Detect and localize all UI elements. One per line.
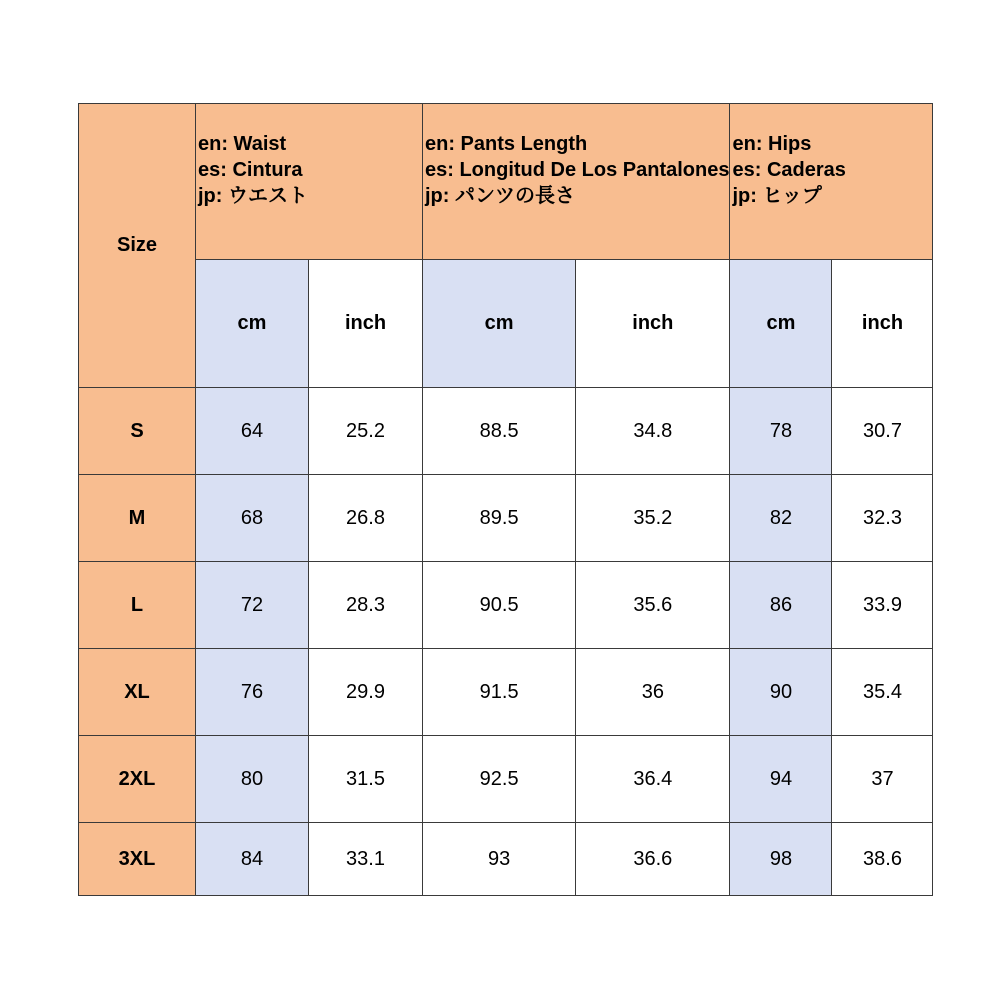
waist-cm-cell: 72 (196, 562, 309, 649)
size-column-header: Size (79, 104, 196, 388)
size-cell: XL (79, 649, 196, 736)
waist-cm-cell: 64 (196, 388, 309, 475)
size-cell: L (79, 562, 196, 649)
waist-inch-cell: 33.1 (309, 823, 423, 896)
table-row (79, 649, 933, 736)
size-cell: 3XL (79, 823, 196, 896)
waist-group-header (196, 104, 423, 260)
pants-length-cm-cell: 93 (423, 823, 576, 896)
pants-length-cm-unit-header: cm (423, 260, 576, 388)
table-row (79, 562, 933, 649)
pants-length-inch-cell: 34.8 (576, 388, 730, 475)
waist-cm-unit-header: cm (196, 260, 309, 388)
hips-cm-cell: 90 (730, 649, 832, 736)
table-row (79, 475, 933, 562)
hips-inch-cell: 30.7 (832, 388, 933, 475)
waist-label-jp: jp: ウエスト (198, 184, 308, 207)
waist-label-en: en: Waist (198, 132, 287, 155)
waist-inch-unit-header: inch (309, 260, 423, 388)
waist-label-es: es: Cintura (198, 158, 303, 181)
waist-inch-cell: 26.8 (309, 475, 423, 562)
hips-inch-cell: 38.6 (832, 823, 933, 896)
size-cell: S (79, 388, 196, 475)
hips-inch-cell: 33.9 (832, 562, 933, 649)
pants-length-cm-cell: 90.5 (423, 562, 576, 649)
hips-inch-unit-header: inch (832, 260, 933, 388)
hips-cm-unit-header: cm (730, 260, 832, 388)
hips-label-jp: jp: ヒップ (732, 184, 822, 207)
unit-header-row (79, 260, 933, 388)
hips-inch-cell: 35.4 (832, 649, 933, 736)
waist-cm-cell: 80 (196, 736, 309, 823)
hips-inch-cell: 32.3 (832, 475, 933, 562)
pants-length-label-es: es: Longitud De Los Pantalones (425, 158, 730, 181)
waist-cm-cell: 76 (196, 649, 309, 736)
pants-length-label-jp: jp: パンツの長さ (425, 184, 575, 207)
hips-inch-cell: 37 (832, 736, 933, 823)
size-cell: M (79, 475, 196, 562)
waist-inch-cell: 29.9 (309, 649, 423, 736)
pants-length-inch-unit-header: inch (576, 260, 730, 388)
waist-inch-cell: 28.3 (309, 562, 423, 649)
hips-cm-cell: 98 (730, 823, 832, 896)
hips-label-en: en: Hips (732, 132, 812, 155)
pants-length-inch-cell: 35.2 (576, 475, 730, 562)
pants-length-cm-cell: 92.5 (423, 736, 576, 823)
hips-group-header (730, 104, 933, 260)
pants-length-cm-cell: 88.5 (423, 388, 576, 475)
hips-cm-cell: 82 (730, 475, 832, 562)
hips-label-es: es: Caderas (732, 158, 846, 181)
waist-inch-cell: 25.2 (309, 388, 423, 475)
hips-cm-cell: 78 (730, 388, 832, 475)
pants-length-group-header (423, 104, 730, 260)
pants-length-inch-cell: 36.4 (576, 736, 730, 823)
waist-cm-cell: 84 (196, 823, 309, 896)
waist-inch-cell: 31.5 (309, 736, 423, 823)
hips-cm-cell: 86 (730, 562, 832, 649)
table-row (79, 823, 933, 896)
waist-cm-cell: 68 (196, 475, 309, 562)
table-row (79, 736, 933, 823)
hips-cm-cell: 94 (730, 736, 832, 823)
pants-length-inch-cell: 35.6 (576, 562, 730, 649)
size-cell: 2XL (79, 736, 196, 823)
pants-length-cm-cell: 91.5 (423, 649, 576, 736)
size-chart-table (78, 103, 933, 896)
pants-length-inch-cell: 36 (576, 649, 730, 736)
pants-length-cm-cell: 89.5 (423, 475, 576, 562)
pants-length-label-en: en: Pants Length (425, 132, 588, 155)
pants-length-inch-cell: 36.6 (576, 823, 730, 896)
group-header-row (79, 104, 933, 260)
table-row (79, 388, 933, 475)
